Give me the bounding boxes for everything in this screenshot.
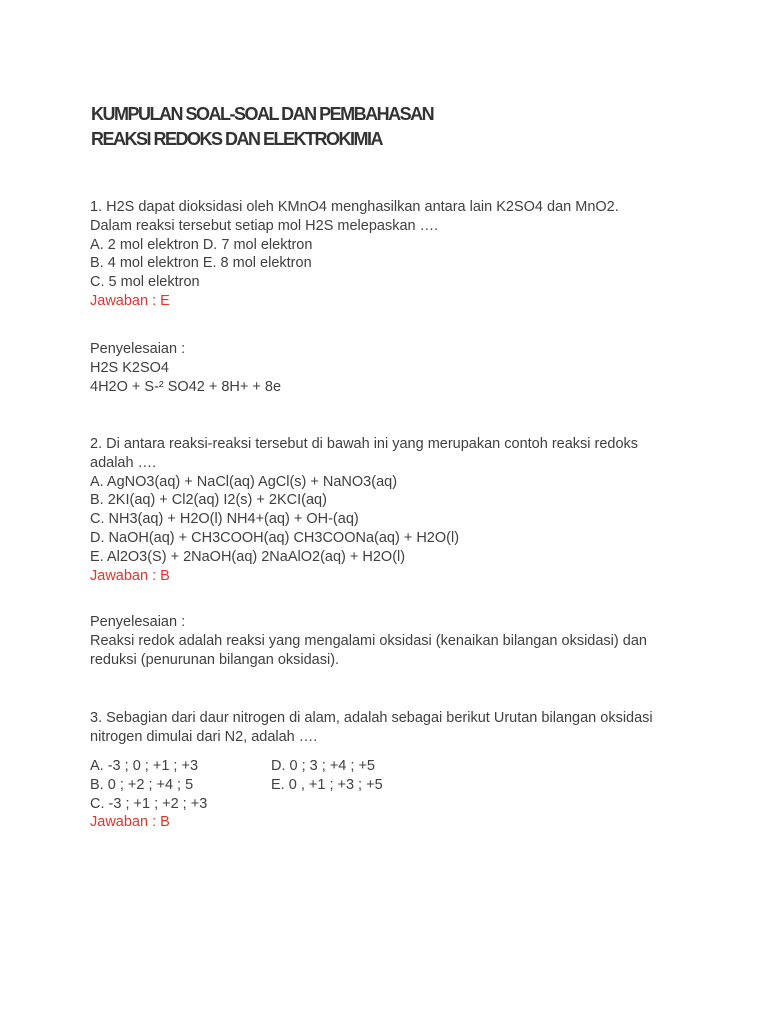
question-3-option-row	[90, 776, 690, 795]
document-title	[91, 102, 433, 152]
question-1	[90, 198, 690, 311]
solution-1-line: H2S K2SO4	[90, 359, 169, 376]
question-3-answer: Jawaban : B	[90, 814, 170, 831]
question-3-option: B. 0 ; +2 ; +4 ; 5	[90, 776, 194, 793]
question-2-option: B. 2KI(aq) + Cl2(aq) I2(s) + 2KCI(aq)	[90, 492, 327, 509]
question-1-option: C. 5 mol elektron	[90, 274, 200, 291]
question-2-answer: Jawaban : B	[90, 567, 170, 584]
solution-2-heading: Penyelesaian :	[90, 614, 186, 630]
solution-1-heading: Penyelesaian :	[90, 341, 186, 357]
question-3	[90, 709, 690, 747]
question-3-option: A. -3 ; 0 ; +1 ; +3	[90, 758, 199, 774]
question-3-line: 3. Sebagian dari daur nitrogen di alam, adalah sebagai berikut Urutan bilangan oksidasi	[90, 710, 653, 726]
solution-1	[90, 340, 690, 396]
question-1-option: A. 2 mol elektron D. 7 mol elektron	[90, 236, 313, 253]
question-2-option: D. NaOH(aq) + CH3COOH(aq) CH3COONa(aq) + H2O(l)	[90, 529, 460, 546]
question-2-option: C. NH3(aq) + H2O(l) NH4+(aq) + OH-(aq)	[90, 511, 359, 528]
question-3-options	[90, 757, 690, 832]
solution-1-line: 4H2O + S-² SO42 + 8H+ + 8e	[90, 378, 282, 395]
question-3-line: nitrogen dimulai dari N2, adalah ….	[90, 728, 318, 745]
question-2	[90, 435, 690, 585]
question-2-option: E. Al2O3(S) + 2NaOH(aq) 2NaAlO2(aq) + H2O(l)	[90, 548, 406, 565]
question-2-line: 2. Di antara reaksi-reaksi tersebut di bawah ini yang merupakan contoh reaksi redoks	[90, 436, 639, 452]
question-2-option: A. AgNO3(aq) + NaCl(aq) AgCl(s) + NaNO3(aq)	[90, 473, 398, 490]
question-3-option: D. 0 ; 3 ; +4 ; +5	[271, 758, 375, 774]
question-3-option: E. 0 , +1 ; +3 ; +5	[271, 776, 383, 793]
question-2-line: adalah ….	[90, 454, 157, 471]
title-line-2: REAKSI REDOKS DAN ELEKTROKIMIA	[91, 129, 383, 149]
question-3-option-row	[90, 757, 690, 776]
solution-2-line: Reaksi redok adalah reaksi yang mengalami oksidasi (kenaikan bilangan oksidasi) dan	[90, 632, 647, 649]
question-3-option: C. -3 ; +1 ; +2 ; +3	[90, 795, 208, 812]
question-1-line: 1. H2S dapat dioksidasi oleh KMnO4 menghasilkan antara lain K2SO4 dan MnO2.	[90, 199, 619, 215]
question-1-answer: Jawaban : E	[90, 292, 170, 309]
question-3-option-row	[90, 795, 690, 814]
solution-2	[90, 613, 690, 669]
title-line-1: KUMPULAN SOAL-SOAL DAN PEMBAHASAN	[91, 104, 434, 124]
question-1-option: B. 4 mol elektron E. 8 mol elektron	[90, 255, 312, 272]
question-1-line: Dalam reaksi tersebut setiap mol H2S melepaskan ….	[90, 217, 439, 234]
solution-2-line: reduksi (penurunan bilangan oksidasi).	[90, 651, 340, 668]
